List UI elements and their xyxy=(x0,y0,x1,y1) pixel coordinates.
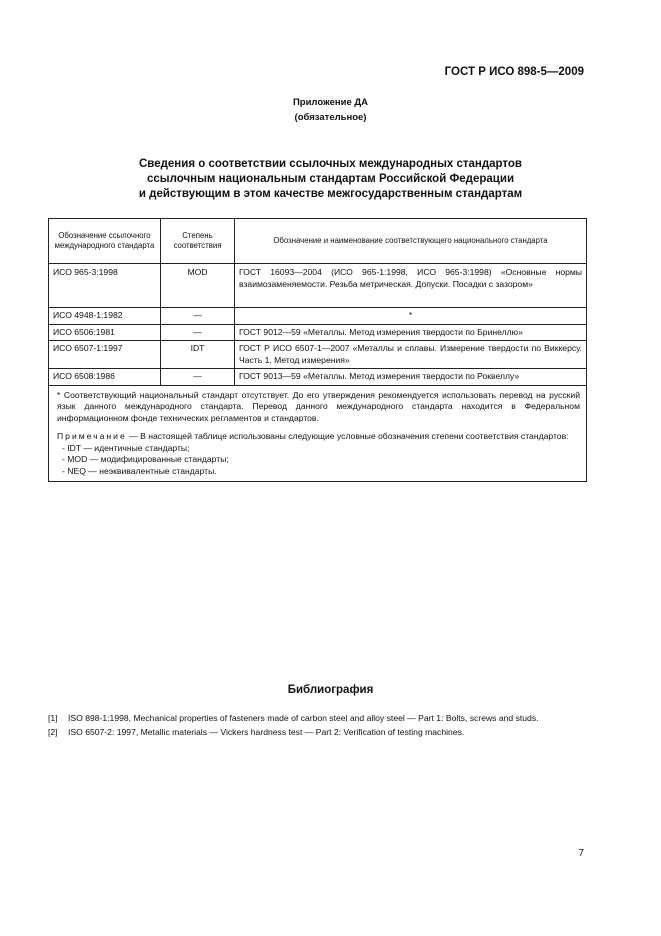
cell-international: ИСО 6508:1986 xyxy=(49,369,161,386)
correspondence-table xyxy=(48,218,587,482)
cell-national: ГОСТ 16093—2004 (ИСО 965-1:1998, ИСО 965-3:1998) «Основные нормы взаимозаменяемости. Резьба метрическая. Допуски. Посадки с зазором» xyxy=(235,264,587,308)
annex-heading xyxy=(0,95,661,125)
note xyxy=(57,431,580,443)
cell-national: ГОСТ 9012—59 «Металлы. Метод измерения твердости по Бринеллю» xyxy=(235,324,587,341)
table-notes xyxy=(49,385,587,482)
note-text: — В настоящей таблице использованы следующие условные обозначения степени соответствия стандартов: xyxy=(126,431,569,441)
cell-degree: — xyxy=(161,369,235,386)
document-code: ГОСТ Р ИСО 898-5—2009 xyxy=(444,66,584,78)
cell-degree: MOD xyxy=(161,264,235,308)
note-label: Примечание xyxy=(57,431,127,441)
note-item-mod: - MOD — модифицированные стандарты; xyxy=(62,454,229,464)
table-row xyxy=(49,369,587,386)
footnote: * Соответствующий национальный стандарт отсутствует. До его утверждения рекомендуется использовать перевод на русский язык данного международного стандарта. Перевод данного международного стандарта находится в Федеральном информационном фонде технических регламентов и стандартов. xyxy=(57,389,580,423)
cell-national: ГОСТ 9013—59 «Металлы. Метод измерения твердости по Роквеллу» xyxy=(235,369,587,386)
bibliography-list xyxy=(48,712,586,740)
header-degree: Степень соответствия xyxy=(161,219,235,264)
table-row xyxy=(49,324,587,341)
cell-degree: IDT xyxy=(161,341,235,369)
table-note-row xyxy=(49,385,587,482)
header-national-standard: Обозначение и наименование соответствующего национального стандарта xyxy=(235,219,587,264)
annex-status: (обязательное) xyxy=(294,112,367,123)
bibliography-entry-number: [2] xyxy=(48,727,58,737)
bibliography-entry-text: ISO 898-1:1998, Mechanical properties of fasteners made of carbon steel and alloy steel — Part 1: Bolts, screws and studs. xyxy=(68,713,539,723)
table-title xyxy=(0,157,661,202)
table-row xyxy=(49,341,587,369)
bibliography-title: Библиография xyxy=(287,684,374,696)
table-row xyxy=(49,308,587,325)
table-title-line-1: Сведения о соответствии ссылочных международных стандартов xyxy=(138,158,522,170)
annex-title: Приложение ДА xyxy=(292,97,369,108)
table-title-line-2: ссылочным национальным стандартам Российской Федерации xyxy=(146,173,515,185)
bibliography-entry xyxy=(48,712,586,724)
cell-international: ИСО 965-3:1998 xyxy=(49,264,161,308)
cell-degree: — xyxy=(161,324,235,341)
bibliography-entry xyxy=(48,726,586,738)
bibliography-entry-number: [1] xyxy=(48,713,58,723)
table-title-line-3: и действующим в этом качестве межгосударственным стандартам xyxy=(138,188,523,200)
table-header-row xyxy=(49,219,587,264)
cell-national: * xyxy=(235,308,587,325)
cell-degree: — xyxy=(161,308,235,325)
bibliography-entry-text: ISO 6507-2: 1997, Metallic materials — Vickers hardness test — Part 2: Verification of testing machines. xyxy=(68,727,465,737)
table-row xyxy=(49,264,587,308)
cell-international: ИСО 6507-1:1997 xyxy=(49,341,161,369)
note-item-neq: - NEQ — неэквивалентные стандарты. xyxy=(62,465,217,476)
cell-national: ГОСТ Р ИСО 6507-1—2007 «Металлы и сплавы. Измерение твердости по Виккерсу. Часть 1. Метод измерения» xyxy=(235,341,587,369)
cell-international: ИСО 4948-1:1982 xyxy=(49,308,161,325)
header-international-standard: Обозначение ссылочного международного стандарта xyxy=(49,219,161,264)
cell-international: ИСО 6506:1981 xyxy=(49,324,161,341)
note-item-idt: - IDT — идентичные стандарты; xyxy=(62,442,190,453)
page-number: 7 xyxy=(578,848,584,859)
